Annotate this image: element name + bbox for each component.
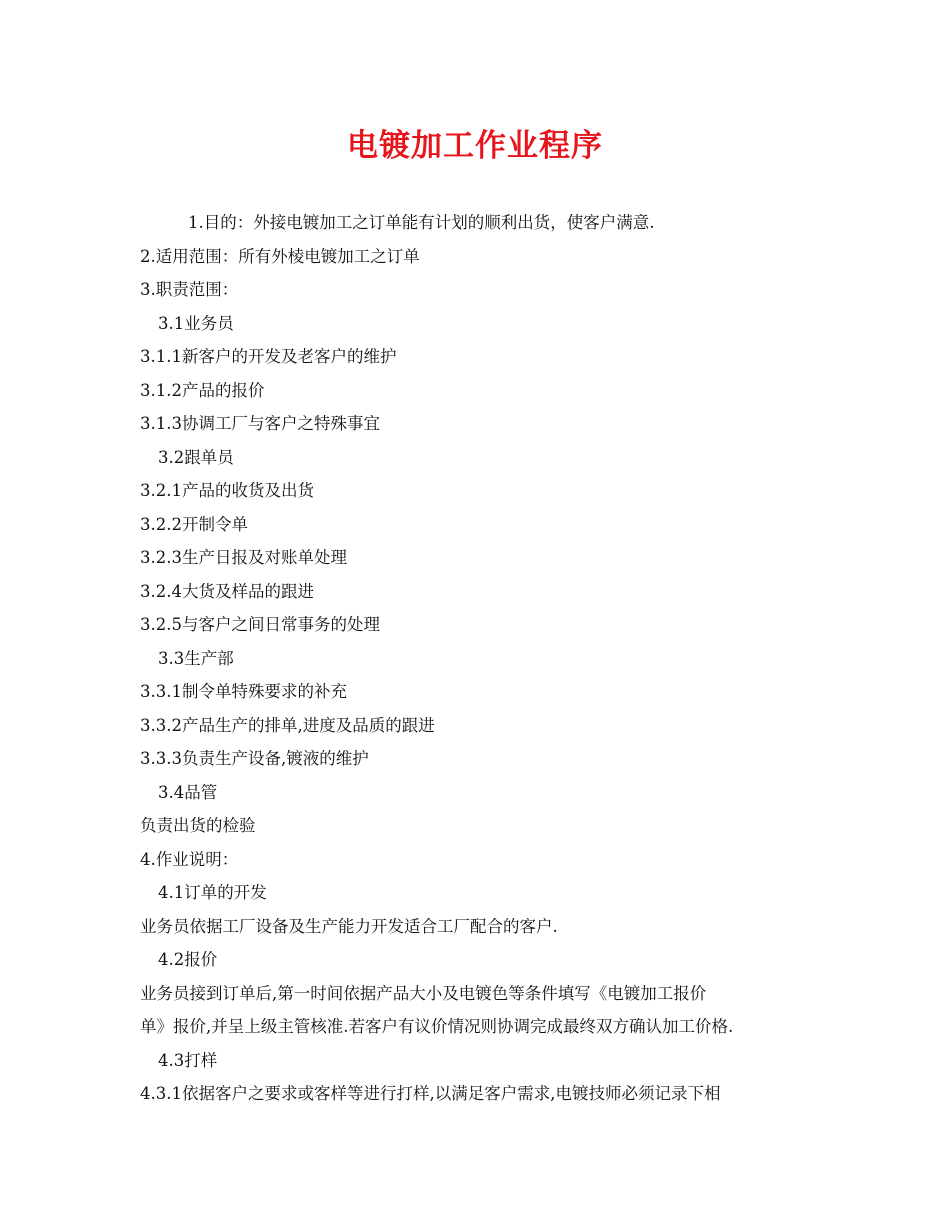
text-line: 2.适用范围：所有外棱电镀加工之订单 xyxy=(140,246,420,266)
text-line: 3.2跟单员 xyxy=(158,447,234,467)
text-line: 3.4品管 xyxy=(158,782,218,802)
text-line: 业务员接到订单后,第一时间依据产品大小及电镀色等条件填写《电镀加工报价 xyxy=(140,983,707,1003)
text-line: 1.目的：外接电镀加工之订单能有计划的顺利出货，使客户满意. xyxy=(188,213,655,232)
text-line: 3.2.2开制令单 xyxy=(140,514,248,534)
text-line: 3.1.3协调工厂与客户之特殊事宜 xyxy=(140,414,380,433)
text-line: 3.2.1产品的收货及出货 xyxy=(140,481,314,500)
text-line: 3.2.5与客户之间日常事务的处理 xyxy=(140,615,380,634)
text-line: 3.2.4大货及样品的跟进 xyxy=(140,581,314,601)
text-line: 3.1.2产品的报价 xyxy=(140,380,265,400)
text-line: 单》报价,并呈上级主管核准.若客户有议价情况则协调完成最终双方确认加工价格. xyxy=(140,1017,734,1036)
text-line: 3.1.1新客户的开发及老客户的维护 xyxy=(140,347,397,366)
document-title: 电镀加工作业程序 xyxy=(347,128,603,164)
text-line: 4.作业说明： xyxy=(140,849,239,869)
text-line: 3.2.3生产日报及对账单处理 xyxy=(140,548,347,567)
text-line: 3.3.3负责生产设备,镀液的维护 xyxy=(140,749,369,768)
text-line: 3.1业务员 xyxy=(158,313,234,333)
text-line: 业务员依据工厂设备及生产能力开发适合工厂配合的客户. xyxy=(140,916,558,936)
text-line: 4.1订单的开发 xyxy=(158,883,267,902)
text-line: 负责出货的检验 xyxy=(140,816,256,835)
document-body xyxy=(140,206,820,1111)
text-line: 3.3.2产品生产的排单,进度及品质的跟进 xyxy=(140,715,435,735)
text-line: 4.2报价 xyxy=(158,950,218,969)
text-line: 4.3.1依据客户之要求或客样等进行打样,以满足客户需求,电镀技师必须记录下相 xyxy=(140,1084,721,1103)
text-line: 3.3.1制令单特殊要求的补充 xyxy=(140,682,347,701)
text-line: 3.职责范围： xyxy=(140,280,239,299)
text-line: 3.3生产部 xyxy=(158,648,234,668)
text-line: 4.3打样 xyxy=(158,1050,218,1070)
